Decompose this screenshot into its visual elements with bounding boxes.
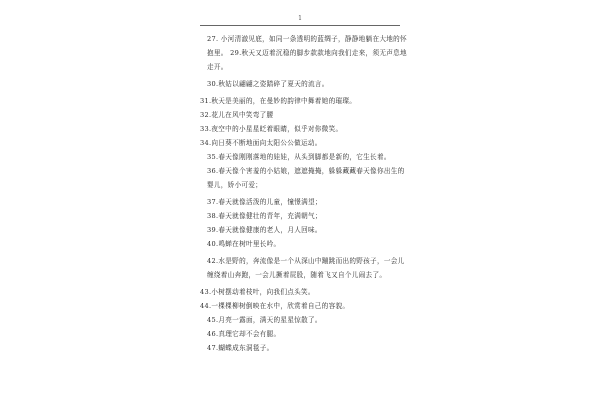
- list-item: 42.水是野的，奔流像是一个从深山中蹦跳而出的野孩子，一会儿缠绕着山奔跑，一会儿撅着屁股，随着飞又自个儿闹去了。: [207, 257, 405, 279]
- list-item: 35.春天像刚刚落地的娃娃，从头到脚都是新的，它生长着。: [207, 153, 391, 161]
- list-item: 46.真理它却不会有腿。: [207, 330, 281, 338]
- list-item: 31.秋天是美丽的，在曼妙的韵律中舞着她的璀璨。: [200, 97, 357, 105]
- list-item: 33.夜空中的小星星眨着眼睛，似乎对你微笑。: [200, 125, 343, 133]
- list-item: 39.春天就像健康的老人，月人回味。: [207, 226, 322, 234]
- list-item: 47.蝴蝶成东洞毯子。: [207, 344, 274, 352]
- list-item: 44.一棵棵柳树倒映在水中，欣赏着自己的容貌。: [200, 302, 350, 310]
- page-number: 1: [298, 15, 302, 22]
- list-item: 43.小树摆动着枝叶，向我们点头笑。: [200, 288, 315, 296]
- list-item: 45.月亮一露面，满天的星星惊散了。: [207, 316, 322, 324]
- list-item: 36.春天像个害羞的小姑娘，遮遮掩掩，躲躲藏藏春天像你出生的婴儿，娇小可爱；: [207, 167, 405, 189]
- list-item: 38.春天就像健壮的青年，充满朝气；: [207, 212, 322, 220]
- list-item: 37.春天就像活泼的儿童，憧憬满望；: [207, 198, 322, 206]
- header-rule: [200, 25, 400, 26]
- list-item: 34.向日葵不断地面向太阳公公做运动。: [200, 139, 322, 147]
- document-body: [200, 32, 410, 355]
- list-item: 32.花儿在风中笑弯了腰: [200, 111, 274, 119]
- list-item: 27. 小河清澈见底，如同一条透明的蓝绸子，静静地躺在大地的怀抱里。 29.秋天又迈着沉稳的脚步款款地向我们走来，须无声息地走开。: [207, 35, 407, 71]
- list-item: 40.鸣蝉在树叶里长吟。: [207, 240, 281, 248]
- list-item: 30.秋姑以翩翩之姿踏碎了夏天的流言。: [207, 80, 329, 88]
